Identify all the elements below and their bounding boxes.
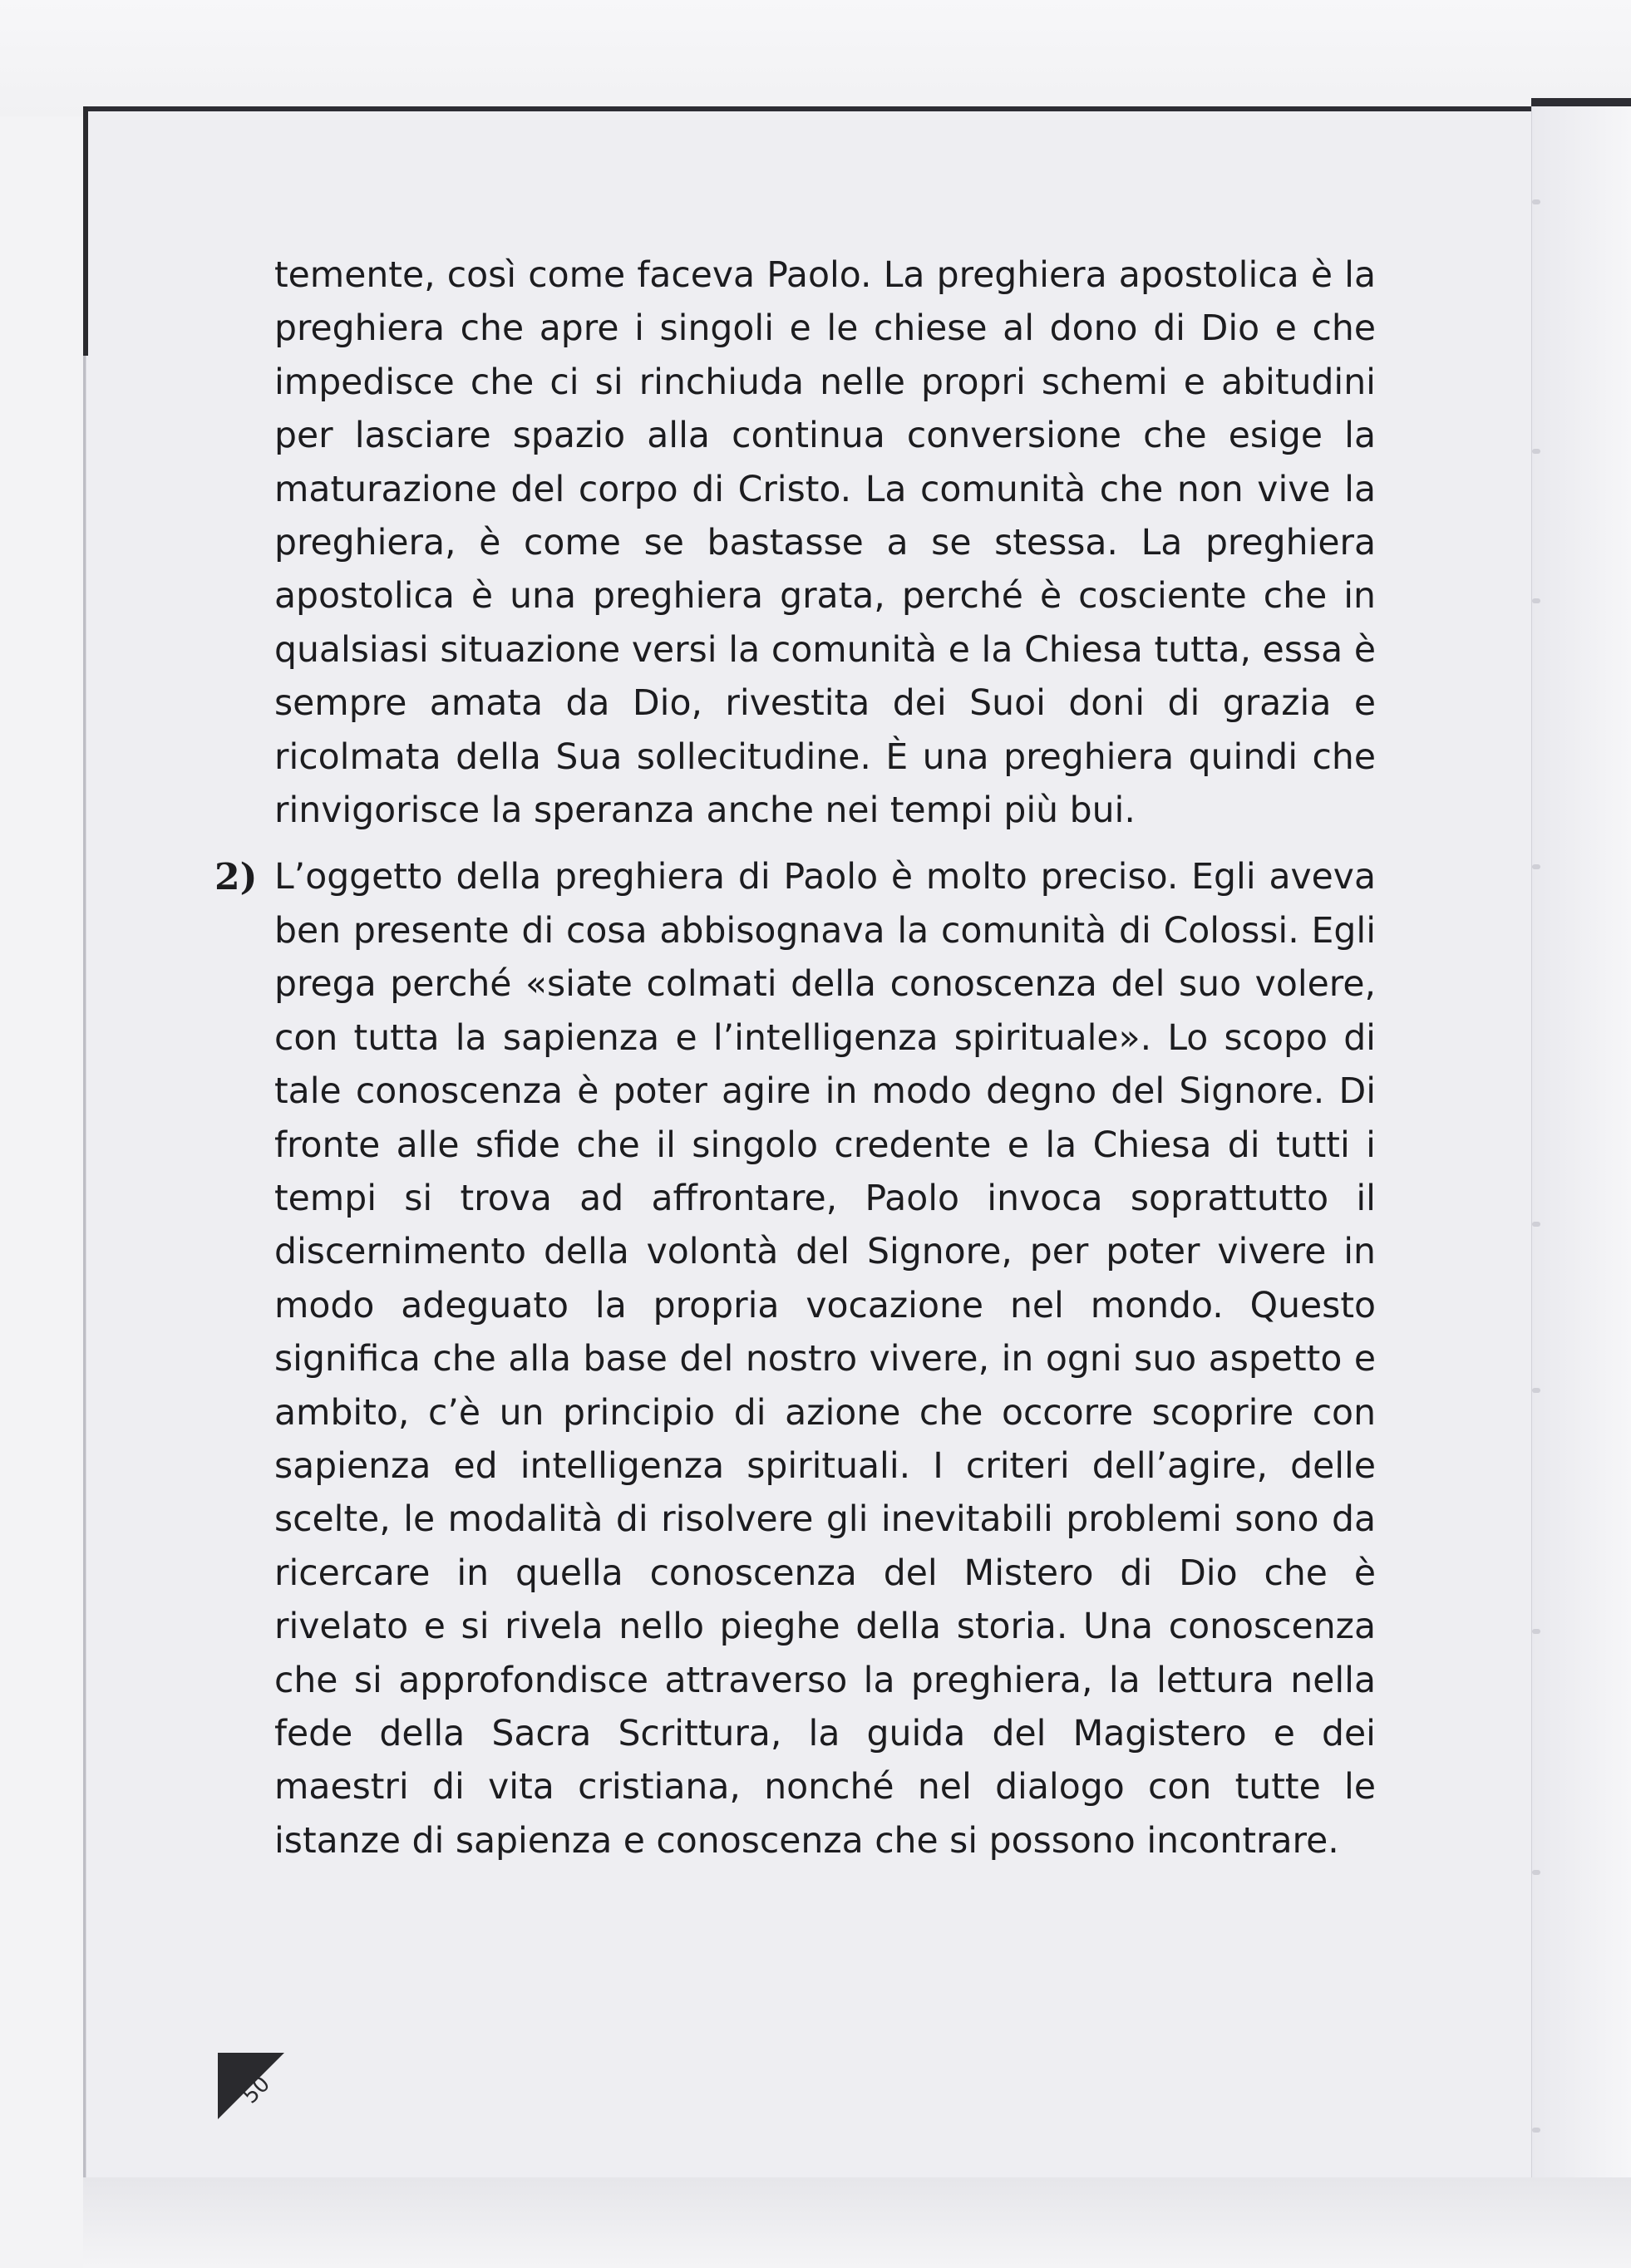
item-number: 2) xyxy=(214,856,258,899)
binding-stitch xyxy=(1532,2128,1540,2133)
numbered-item-2 xyxy=(214,851,1376,1868)
numbered-item-text: L’oggetto della preghiera di Paolo è molto preciso. Egli aveva ben presente di cosa abbisognava la comunità di Colossi. Egli prega perché «siate colmati della conoscenza del suo volere, con tutta la sapienza e l’intelligenza spirituale». Lo scopo di tale conoscenza è poter agire in modo degno del Signore. Di fronte alle sfide che il singolo credente e la Chiesa di tutti i tempi si trova ad affrontare, Paolo invoca soprattutto il discernimento della volontà del Signore, per poter vivere in modo adeguato la propria vocazione nel mondo. Questo significa che alla base del nostro vivere, in ogni suo aspetto e ambito, c’è un principio di azione che occorre scoprire con sapienza ed intelligenza spirituali. I criteri dell’agire, delle scelte, le modalità di risolvere gli inevitabili problemi sono da ricercare in quella conoscenza del Mistero di Dio che è rivelato e si rivela nello pieghe della storia. Una conoscenza che si approfondisce attraverso la preghiera, la lettura nella fede della Sacra Scrittura, la guida del Magistero e dei maestri di vita cristiana, nonché nel dialogo con tutte le istanze di sapienza e conoscenza che si possono incontrare. xyxy=(274,857,1376,1862)
binding-stitch xyxy=(1532,864,1540,869)
binding-stitch xyxy=(1532,449,1540,454)
paragraph-1: temente, così come faceva Paolo. La preghiera apostolica è la preghiera che apre i singoli e le chiese al dono di Dio e che impedisce che ci si rinchiuda nelle propri schemi e abitudini per lasciare spazio alla continua conversione che esige la maturazione del corpo di Cristo. La comunità che non vive la preghiera, è come se bastasse a se stessa. La preghiera apostolica è una preghiera grata, perché è cosciente che in qualsiasi situazione versi la comunità e la Chiesa tutta, essa è sempre amata da Dio, rivestita dei Suoi doni di grazia e ricolmata della Sua sollecitudine. È una preghiera quindi che rinvigorisce la speranza anche nei tempi più bui. xyxy=(274,255,1376,832)
binding-stitch xyxy=(1532,1629,1540,1634)
binding-fold xyxy=(1531,106,1631,2184)
binding-stitch xyxy=(1532,1388,1540,1393)
binding-stitch xyxy=(1532,598,1540,603)
page-spine-edge xyxy=(83,106,88,356)
binding-stitch xyxy=(1532,199,1540,204)
binding-stitch xyxy=(1532,1870,1540,1875)
body-text xyxy=(214,249,1376,1868)
scan-background-bottom xyxy=(83,2177,1631,2268)
scan-background-top xyxy=(0,0,1631,116)
page-number-corner xyxy=(218,2053,284,2119)
page-number: 50 xyxy=(238,2071,275,2109)
binding-stitch xyxy=(1532,1222,1540,1227)
